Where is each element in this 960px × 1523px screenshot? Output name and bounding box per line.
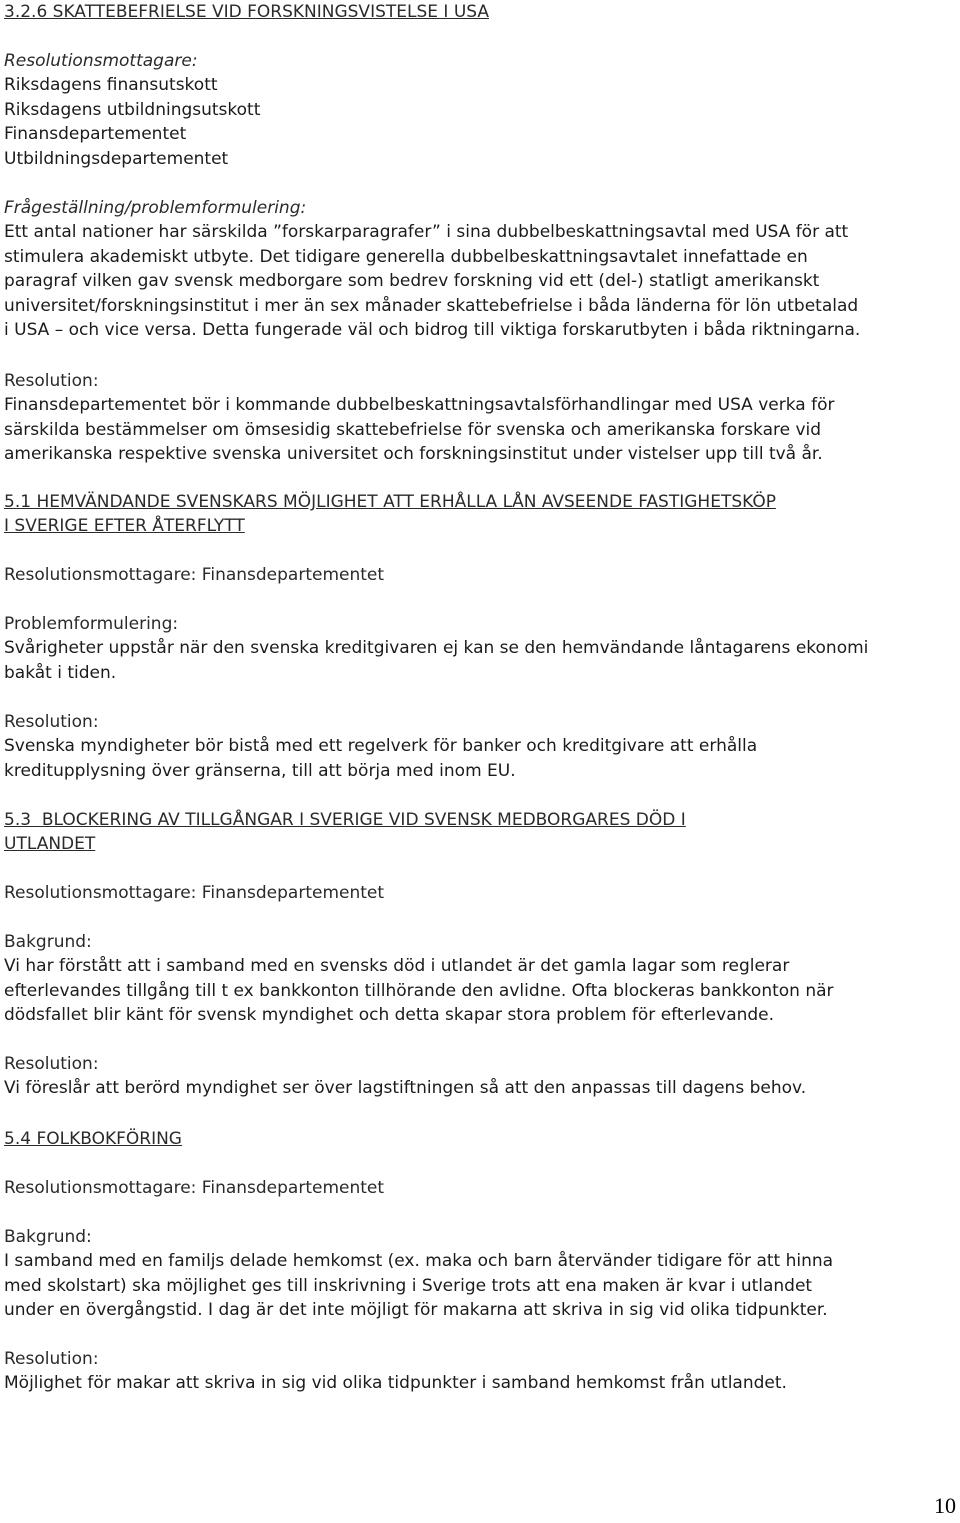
section-heading-5-1: [4, 490, 776, 539]
problem-label: Problemformulering:: [4, 614, 179, 634]
recipient-item: Riksdagens finansutskott: [4, 75, 218, 96]
recipient-item: Utbildningsdepartementet: [4, 148, 229, 169]
resolution-line: Möjlighet för makar att skriva in sig vid olika tidpunkter i samband hemkomst från utlandet.: [4, 1373, 787, 1394]
section-heading-3-2-6: 3.2.6 SKATTEBEFRIELSE VID FORSKNINGSVISTELSE I USA: [4, 2, 489, 22]
section-5-4-recipients: Resolutionsmottagare: Finansdepartementet: [4, 1178, 385, 1198]
question-line: stimulera akademiskt utbyte. Det tidigare generella dubbelbeskattningsavtalet innefattade en: [4, 246, 808, 267]
section-5-3-recipients: Resolutionsmottagare: Finansdepartementet: [4, 883, 385, 903]
section-heading-line: UTLANDET: [4, 834, 96, 855]
section-5-1-recipients: Resolutionsmottagare: Finansdepartementet: [4, 565, 385, 585]
resolution-line: kreditupplysning över gränserna, till att börja med inom EU.: [4, 760, 516, 781]
section-heading-line: I SVERIGE EFTER ÅTERFLYTT: [4, 516, 245, 537]
page-number: 10: [934, 1493, 956, 1518]
question-line: paragraf vilken gav svensk medborgare som bedrev forskning vid ett (del-) statligt amerikanskt: [4, 271, 820, 292]
problem-line: bakåt i tiden.: [4, 662, 117, 683]
background-line: dödsfallet blir känt för svensk myndighet och detta skapar stora problem för efterlevande.: [4, 1005, 775, 1026]
section-heading-line: 5.3 BLOCKERING AV TILLGÅNGAR I SVERIGE VID SVENSK MEDBORGARES DÖD I: [4, 810, 686, 830]
section-heading-5-3: [4, 808, 686, 857]
section-5-1-resolution: [4, 710, 757, 783]
resolution-line: Finansdepartementet bör i kommande dubbelbeskattningsavtalsförhandlingar med USA verka för: [4, 395, 835, 416]
background-label: Bakgrund:: [4, 932, 92, 952]
recipients-label: Resolutionsmottagare:: [4, 51, 198, 71]
section-5-3-background: [4, 930, 834, 1028]
resolution-label: Resolution:: [4, 1054, 99, 1074]
question-line: Ett antal nationer har särskilda ”forskarparagrafer” i sina dubbelbeskattningsavtal med USA för att: [4, 222, 849, 243]
section-3-2-6-question: [4, 196, 860, 342]
background-line: Vi har förstått att i samband med en svensks död i utlandet är det gamla lagar som reglerar: [4, 956, 790, 977]
section-3-2-6-recipients: [4, 49, 260, 171]
section-heading-line: 5.1 HEMVÄNDANDE SVENSKARS MÖJLIGHET ATT ERHÅLLA LÅN AVSEENDE FASTIGHETSKÖP: [4, 492, 776, 512]
resolution-label: Resolution:: [4, 371, 99, 391]
background-label: Bakgrund:: [4, 1227, 92, 1247]
section-5-4-background: [4, 1225, 833, 1323]
section-5-4-resolution: [4, 1347, 787, 1396]
section-3-2-6-resolution: [4, 369, 834, 467]
resolution-line: Vi föreslår att berörd myndighet ser över lagstiftningen så att den anpassas till dagens behov.: [4, 1078, 807, 1099]
background-line: efterlevandes tillgång till t ex bankkonton tillhörande den avlidne. Ofta blockeras bankkonton när: [4, 980, 834, 1001]
section-heading-5-4: 5.4 FOLKBOKFÖRING: [4, 1129, 182, 1149]
background-line: I samband med en familjs delade hemkomst (ex. maka och barn återvänder tidigare för att hinna: [4, 1251, 834, 1272]
resolution-label: Resolution:: [4, 1349, 99, 1369]
resolution-line: särskilda bestämmelser om ömsesidig skattebefrielse för svenska och amerikanska forskare vid: [4, 419, 822, 440]
question-line: universitet/forskningsinstitut i mer än sex månader skattebefrielse i båda länderna för lön utbetalad: [4, 295, 859, 316]
recipient-item: Finansdepartementet: [4, 124, 187, 145]
resolution-label: Resolution:: [4, 712, 99, 732]
question-line: i USA – och vice versa. Detta fungerade väl och bidrog till viktiga forskarutbyten i båda riktningarna.: [4, 320, 861, 341]
background-line: under en övergångstid. I dag är det inte möjligt för makarna att skriva in sig vid olika tidpunkter.: [4, 1300, 828, 1321]
background-line: med skolstart) ska möjlighet ges till inskrivning i Sverige trots att ena maken är kvar i utlandet: [4, 1275, 813, 1296]
resolution-line: Svenska myndigheter bör bistå med ett regelverk för banker och kreditgivare att erhålla: [4, 736, 758, 757]
resolution-line: amerikanska respektive svenska universitet och forskningsinstitut under vistelser upp till två år.: [4, 444, 823, 465]
recipient-item: Riksdagens utbildningsutskott: [4, 99, 261, 120]
section-5-1-problem: [4, 612, 868, 685]
section-5-3-resolution: [4, 1052, 806, 1101]
problem-line: Svårigheter uppstår när den svenska kreditgivaren ej kan se den hemvändande låntagarens ekonomi: [4, 638, 869, 659]
question-label: Frågeställning/problemformulering:: [4, 198, 307, 218]
